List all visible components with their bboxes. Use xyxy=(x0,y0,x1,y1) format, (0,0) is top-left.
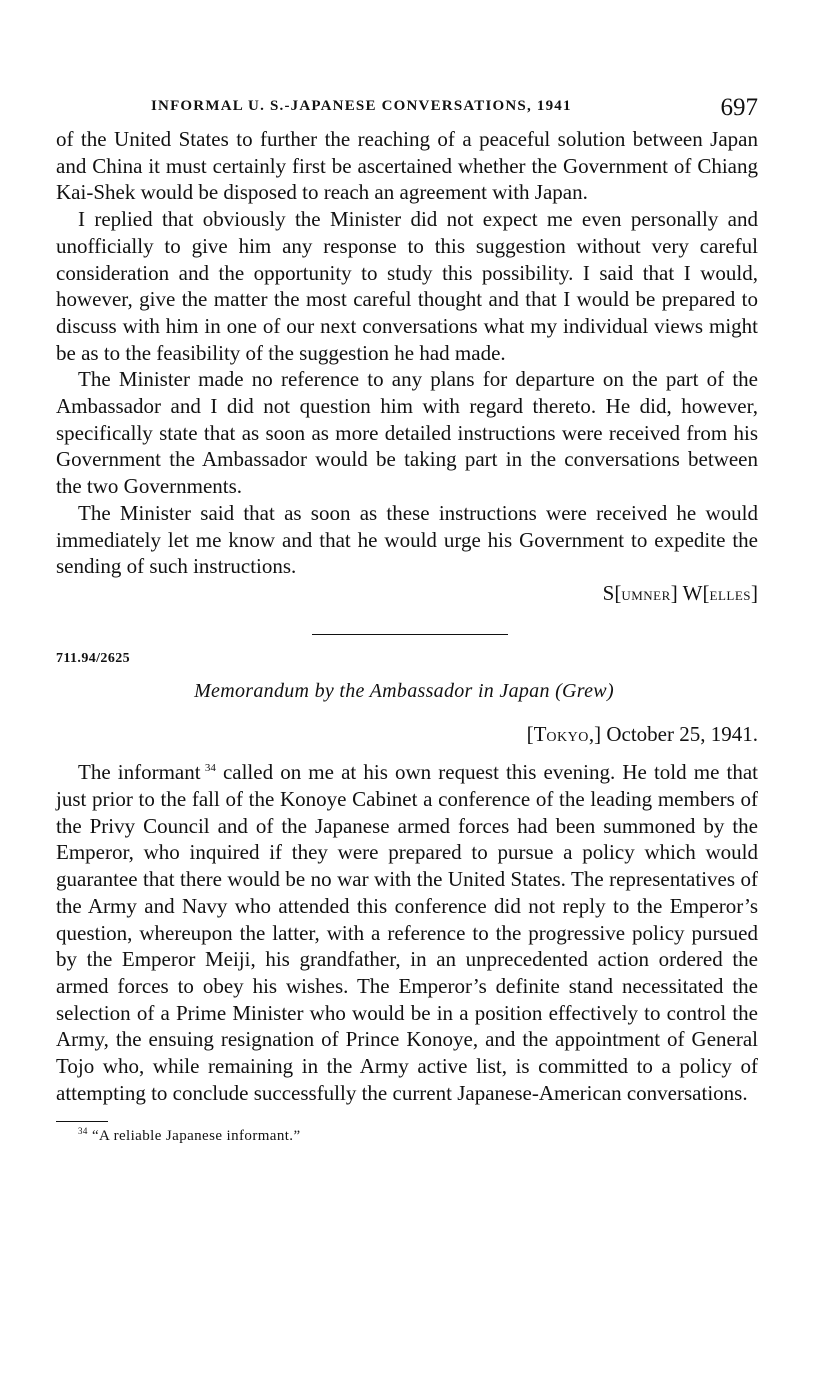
section-divider xyxy=(312,634,508,635)
page-number: 697 xyxy=(720,94,758,121)
document-page xyxy=(56,94,758,1145)
footnote-number: 34 xyxy=(78,1125,88,1136)
signature-w-rest: ELLES xyxy=(709,587,751,603)
signature-s-close: ] xyxy=(670,580,678,605)
body-paragraph: The Minister said that as soon as these instructions were received he would immediately let me know and that he would urge his Government to expedite the sending of such instructions. xyxy=(56,500,758,579)
running-header xyxy=(56,94,758,126)
dateline-open: [ xyxy=(526,721,534,746)
signature-w-initial: W[ xyxy=(682,580,710,605)
signature xyxy=(56,580,758,610)
memo-body-start: The informant xyxy=(78,760,201,785)
footnote-rule xyxy=(56,1121,108,1122)
footnote-text: “A reliable Japanese informant.” xyxy=(91,1127,301,1144)
body-paragraph: The Minister made no reference to any plans for departure on the part of the Ambassador and I did not question him with regard thereto. He did, however, specifically state that as soon as more detailed instructions were received from his Government the Ambassador would be taking part in the conversations between the two Governments. xyxy=(56,367,758,499)
footnote xyxy=(78,1125,758,1145)
signature-w-close: ] xyxy=(751,580,758,605)
running-title: INFORMAL U. S.-JAPANESE CONVERSATIONS, 1941 xyxy=(151,98,572,114)
continuation-paragraph: of the United States to further the reaching of a peaceful solution between Japan and China it must certainly first be ascertained whether the Government of Chiang Kai-Shek would be disposed to reach an agreement with Japan. xyxy=(56,127,758,205)
memo-body-paragraph xyxy=(56,759,758,1106)
memo-body-rest: called on me at his own request this evening. He told me that just prior to the fall of the Konoye Cabinet a conference of the leading members of the Privy Council and of the Japanese armed forces had been summoned by the Emperor, who inquired if they were prepared to pursue a policy which would guarantee that there would be no war with the United States. The representatives of the Army and Navy who attended this conference did not reply to the Emperor’s question, whereupon the latter, with a reference to the progressive policy pursued by the Emperor Meiji, his grandfather, in an unprecedented action ordered the armed forces to obey his wishes. The Emperor’s definite stand necessitated the selection of a Prime Minister who would be in a position effectively to control the Army, the ensuing resignation of Prince Konoye, and the appointment of General Tojo who, while remaining in the Army active list, is committed to a policy of attempting to conclude successfully the current Japanese-American conversations. xyxy=(56,760,759,1105)
dateline-place-rest: OKYO xyxy=(546,729,589,745)
dateline xyxy=(56,721,758,752)
dateline-date: October 25, 1941. xyxy=(606,721,758,746)
dateline-place-initial: T xyxy=(533,721,547,746)
body-paragraph: I replied that obviously the Minister did not expect me even personally and unofficially to give him any response to this suggestion without very careful consideration and the opportunity to study this possibility. I said that I would, however, give the matter the most careful thought and that I would be prepared to discuss with him in one of our next conversations what my individual views might be as to the feasibility of the suggestion he had made. xyxy=(56,207,758,365)
dateline-close: ,] xyxy=(588,721,602,746)
file-number: 711.94/2625 xyxy=(56,650,131,666)
memo-title: Memorandum by the Ambassador in Japan (Grew) xyxy=(194,679,614,702)
footnote-reference[interactable]: 34 xyxy=(204,762,216,775)
signature-s-initial: S[ xyxy=(602,580,622,605)
signature-s-rest: UMNER xyxy=(621,587,671,603)
